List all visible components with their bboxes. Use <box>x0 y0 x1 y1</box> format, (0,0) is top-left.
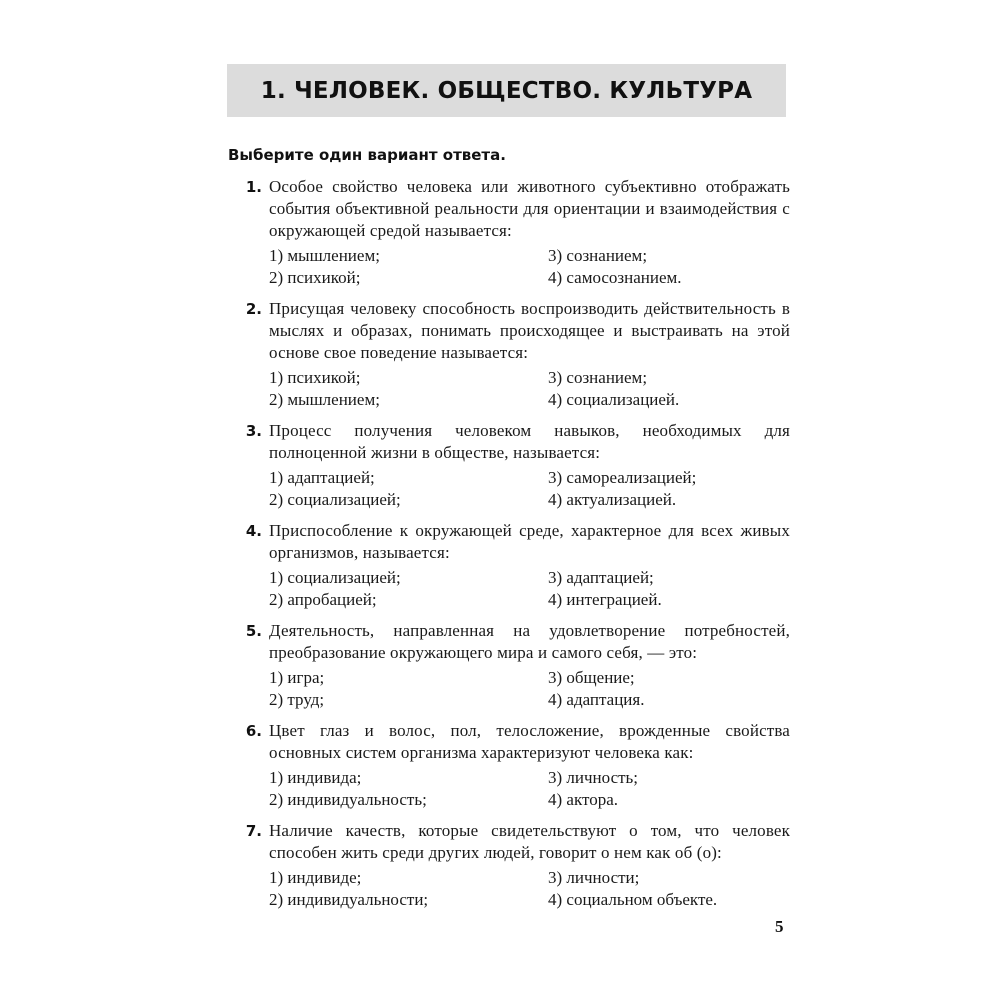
instruction-text: Выберите один вариант ответа. <box>228 146 506 164</box>
chapter-banner <box>227 64 786 117</box>
question-number: 4. <box>245 522 262 540</box>
question-number: 3. <box>245 422 262 440</box>
answer-options <box>269 867 790 911</box>
answer-option: 1) мышлением; <box>269 246 380 265</box>
answer-option: 3) сознанием; <box>548 368 648 387</box>
answer-option: 1) индивиде; <box>269 868 362 887</box>
question-3 <box>228 420 790 511</box>
answer-option: 1) игра; <box>269 668 325 687</box>
answer-options <box>269 667 790 711</box>
question-7 <box>228 820 790 911</box>
question-text: Деятельность, направленная на удовлетворение потребностей, преобразование окружающего мира и самого себя, — это: <box>269 621 790 662</box>
question-number: 2. <box>245 300 262 318</box>
question-6 <box>228 720 790 811</box>
answer-options <box>269 467 790 511</box>
answer-option: 4) адаптация. <box>548 690 645 709</box>
page-number: 5 <box>775 917 784 936</box>
answer-option: 4) социальном объекте. <box>548 890 718 909</box>
answer-option: 1) индивида; <box>269 768 362 787</box>
answer-option: 3) общение; <box>548 668 635 687</box>
answer-option: 2) апробацией; <box>269 590 377 609</box>
question-text: Особое свойство человека или животного субъективно отображать события объективной реальности для ориентации и взаимодействия с окружающей средой называется: <box>269 177 790 240</box>
question-number: 5. <box>245 622 262 640</box>
answer-option: 2) индивидуальности; <box>269 890 429 909</box>
answer-option: 1) психикой; <box>269 368 361 387</box>
answer-option: 3) личность; <box>548 768 639 787</box>
question-text: Присущая человеку способность воспроизводить действительность в мыслях и образах, понимать происходящее и выстраивать на этой основе свое поведение называется: <box>269 299 790 362</box>
answer-option: 3) самореализацией; <box>548 468 697 487</box>
question-text: Процесс получения человеком навыков, необходимых для полноценной жизни в обществе, называется: <box>269 421 790 462</box>
answer-options <box>269 767 790 811</box>
answer-option: 2) социализацией; <box>269 490 401 509</box>
question-1 <box>228 176 790 289</box>
question-2 <box>228 298 790 411</box>
question-text: Наличие качеств, которые свидетельствуют о том, что человек способен жить среди других людей, говорит о нем как об (о): <box>269 821 790 862</box>
answer-option: 2) психикой; <box>269 268 361 287</box>
question-number: 7. <box>245 822 262 840</box>
question-4 <box>228 520 790 611</box>
question-number: 6. <box>245 722 262 740</box>
answer-option: 2) индивидуальность; <box>269 790 427 809</box>
question-number: 1. <box>245 178 262 196</box>
question-text: Приспособление к окружающей среде, характерное для всех живых организмов, называется: <box>269 521 790 562</box>
answer-option: 4) социализацией. <box>548 390 680 409</box>
answer-option: 2) труд; <box>269 690 325 709</box>
answer-option: 4) интеграцией. <box>548 590 662 609</box>
answer-option: 1) адаптацией; <box>269 468 375 487</box>
chapter-title: 1. ЧЕЛОВЕК. ОБЩЕСТВО. КУЛЬТУРА <box>260 77 753 104</box>
answer-options <box>269 567 790 611</box>
answer-option: 2) мышлением; <box>269 390 380 409</box>
answer-option: 4) актора. <box>548 790 618 809</box>
question-list <box>228 176 790 920</box>
answer-option: 3) сознанием; <box>548 246 648 265</box>
answer-option: 3) личности; <box>548 868 640 887</box>
question-5 <box>228 620 790 711</box>
answer-option: 4) актуализацией. <box>548 490 677 509</box>
answer-option: 4) самосознанием. <box>548 268 682 287</box>
answer-option: 3) адаптацией; <box>548 568 654 587</box>
answer-options <box>269 245 790 289</box>
answer-option: 1) социализацией; <box>269 568 401 587</box>
answer-options <box>269 367 790 411</box>
question-text: Цвет глаз и волос, пол, телосложение, врожденные свойства основных систем организма характеризуют человека как: <box>269 721 790 762</box>
